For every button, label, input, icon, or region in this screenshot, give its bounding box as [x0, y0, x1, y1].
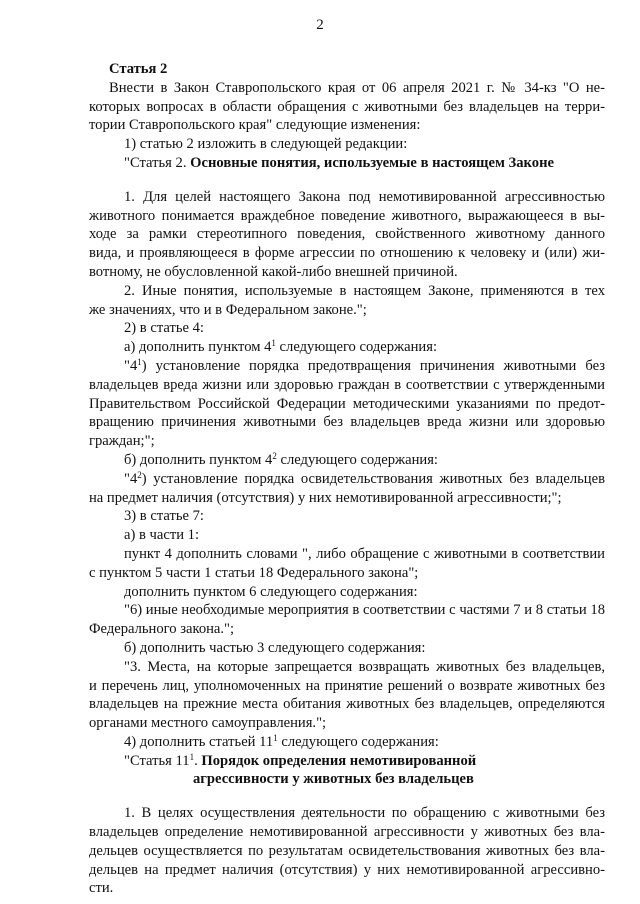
amendment-item-2a	[89, 338, 605, 357]
intro-paragraph	[89, 79, 605, 135]
article-2-paragraph-1	[89, 188, 605, 282]
article-11-1-paragraph-1	[89, 804, 605, 898]
page-number: 2	[316, 17, 324, 33]
article-2-prefix: "Статья 2.	[124, 154, 191, 171]
article-2-paragraph-2	[89, 282, 605, 320]
text-line: вида, и проявляющееся в форме агрессии по отношению к человеку и (или) жи-	[89, 245, 605, 262]
superscript: 1	[137, 356, 142, 367]
text-span: "4	[124, 470, 138, 487]
text-line	[89, 470, 605, 489]
text-line	[89, 357, 605, 376]
text-span: а) дополнить пунктом 4	[124, 339, 272, 356]
superscript: 1	[271, 338, 276, 349]
article-2-title: Основные понятия, используемые в настоящем Законе	[190, 154, 554, 171]
article-11-1-heading	[89, 752, 605, 771]
text-line: вотному, не обусловленной какой-либо внешней причиной.	[89, 263, 458, 280]
text-line: Правительством Российской Федерации методическими указаниями по предот-	[89, 395, 605, 412]
point-4-1-text	[89, 357, 605, 451]
text-line: сти.	[89, 880, 114, 897]
text-line: и перечень лиц, уполномоченных на принятие решений о возврате животных без	[89, 677, 605, 694]
text-line: дельцев на предмет наличия (отсутствия) у них немотивированной агрессивно-	[89, 861, 605, 878]
text-line: владельцев вреда жизни или здоровью граждан в соответствии с утвержденными	[89, 376, 605, 393]
point-4-2-text	[89, 470, 605, 508]
text-span: "4	[124, 357, 138, 374]
amendment-item-3b: б) дополнить частью 3 следующего содержания:	[124, 639, 426, 656]
text-line: 2. Иные понятия, используемые в настоящем Законе, применяются в тех	[124, 282, 605, 299]
article-heading: Статья 2	[109, 61, 168, 77]
text-line: граждан;";	[89, 433, 155, 450]
text-span: следующего содержания:	[276, 451, 438, 468]
spacer	[89, 789, 605, 804]
article-11-1-title: Порядок определения немотивированной	[201, 752, 477, 769]
article-11-1-title-line-2: агрессивности у животных без владельцев	[193, 771, 474, 788]
text-line: 1. В целях осуществления деятельности по обращению с животными без	[124, 805, 605, 822]
amendment-item-3a: а) в части 1:	[124, 527, 200, 544]
text-span: следующего содержания:	[277, 733, 439, 750]
text-span: 4) дополнить статьей 11	[124, 733, 274, 750]
text-span: "Статья 11	[124, 752, 190, 769]
text-span: следующего содержания:	[275, 339, 438, 356]
text-line: владельцев определение немотивированной агрессивности у животных без вла-	[89, 824, 605, 841]
amendment-item-2: 2) в статье 4:	[124, 320, 204, 337]
text-line: с пунктом 5 части 1 статьи 18 Федерального закона";	[89, 564, 419, 581]
superscript: 1	[189, 751, 195, 762]
superscript: 2	[272, 450, 277, 461]
text-line: "3. Места, на которые запрещается возвращать животных без владельцев,	[124, 658, 605, 675]
amendment-item-2b	[89, 451, 605, 470]
superscript: 2	[137, 469, 142, 480]
amendment-item-3: 3) в статье 7:	[124, 508, 204, 525]
point-6-addition: дополнить пунктом 6 следующего содержания:	[124, 583, 418, 600]
text-line: ходе за рамки стереотипного поведения, свойственного животному данного	[89, 226, 605, 243]
point-6-text	[89, 601, 605, 639]
text-line: на предмет наличия (отсутствия) у них немотивированной агрессивности;";	[89, 489, 562, 506]
text-line: 1. Для целей настоящего Закона под немотивированной агрессивностью	[124, 188, 605, 205]
text-span: ) установление порядка предотвращения причинения животными без	[141, 357, 605, 374]
text-line: дельцев осуществляется по результатам освидетельствования животных без вла-	[89, 842, 605, 859]
part-3-text	[89, 658, 605, 733]
text-span: б) дополнить пунктом 4	[124, 451, 273, 468]
text-line: животного понимается враждебное поведение животного, выражающееся в вы-	[89, 207, 605, 224]
text-line: "6) иные необходимые мероприятия в соответствии с частями 7 и 8 статьи 18	[124, 602, 605, 619]
superscript: 1	[273, 732, 278, 743]
text-span: ) установление порядка освидетельствования животных без владельцев	[141, 470, 605, 487]
text-line: же значениях, что и в Федеральном законе.";	[89, 301, 367, 318]
point-4-addition	[89, 545, 605, 583]
article-2-heading	[89, 154, 605, 173]
text-line: пункт 4 дополнить словами ", либо обращение с животными в соответствии	[124, 545, 605, 562]
text-line: Внести в Закон Ставропольского края от 06 апреля 2021 г. № 34-кз "О не-	[109, 79, 605, 96]
text-line: которых вопросах в области обращения с животными без владельцев на терри-	[89, 98, 605, 115]
text-line: тории Ставропольского края" следующие изменения:	[89, 117, 421, 134]
text-line: владельцев на прежние места обитания животных без владельцев, определяются	[89, 696, 605, 713]
amendment-item-1: 1) статью 2 изложить в следующей редакции:	[124, 136, 408, 153]
text-line: органами местного самоуправления.";	[89, 715, 327, 732]
text-line: Федерального закона.";	[89, 621, 235, 638]
document-body	[89, 60, 605, 898]
text-line: вращению причинения животными без владельцев вреда жизни или здоровью	[89, 414, 605, 431]
amendment-item-4	[89, 733, 605, 752]
text-span: .	[194, 752, 202, 769]
spacer	[89, 173, 605, 188]
